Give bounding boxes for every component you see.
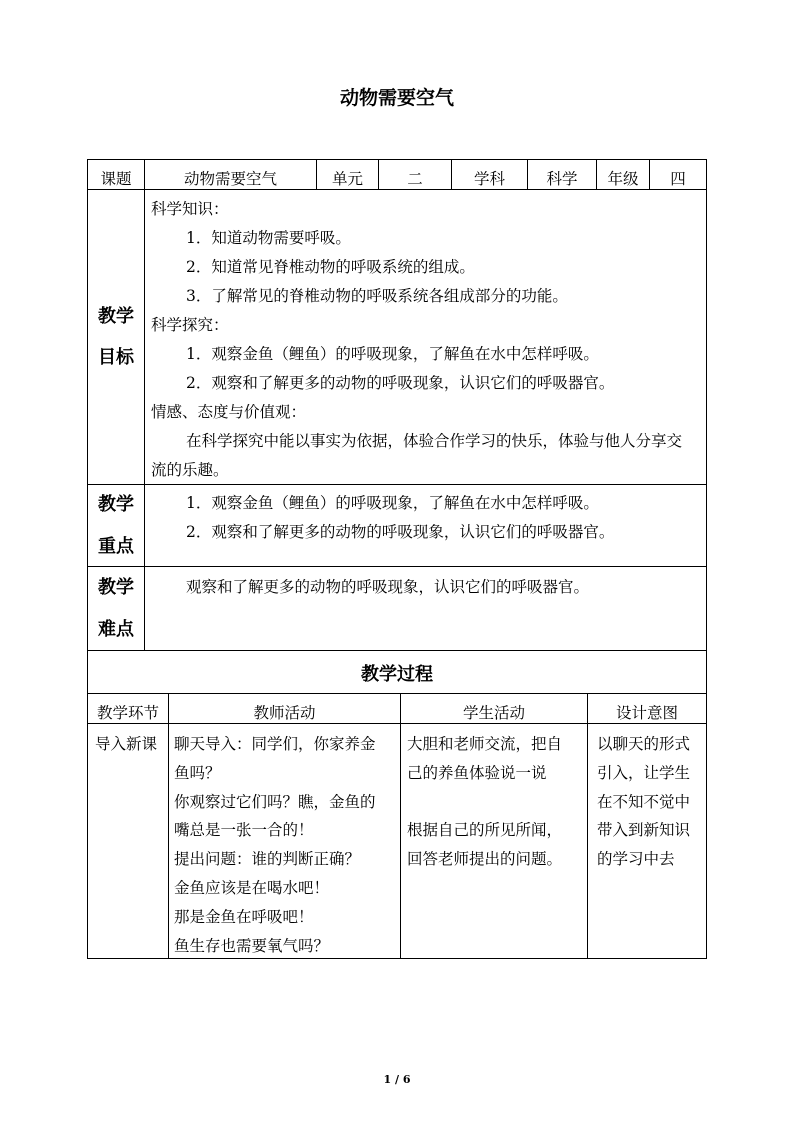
subject-value: 科学 [527,159,597,190]
teacher-line: 金鱼应该是在喝水吧！ [174,878,330,897]
paragraph-gap [407,788,587,817]
difficulties-label-line: 难点 [98,618,134,640]
key-point-item: 1．观察金鱼（鲤鱼）的呼吸现象，了解鱼在水中怎样呼吸。 [186,494,599,512]
student-line: 回答老师提出的问题。 [407,850,563,869]
column-header-intent: 设计意图 [587,693,707,724]
grade-label: 年级 [596,159,650,190]
objective-item: 3．了解常见的脊椎动物的呼吸系统各组成部分的功能。 [186,287,568,305]
intent-line: 的学习中去 [597,850,675,869]
objectives-label [87,189,145,485]
column-header-stage: 教学环节 [87,693,169,724]
intent-line: 引入，让学生 [597,763,691,782]
teacher-line: 你观察过它们吗？瞧，金鱼的 [174,792,376,811]
section-heading: 科学知识： [151,200,229,218]
student-line: 根据自己的所见所闻， [407,821,563,840]
unit-label: 单元 [316,159,379,190]
key-points-content [144,484,707,567]
difficulty-paragraph-line: 观察和了解更多的动物的呼吸现象，认识它们的呼吸器官。 [186,578,590,596]
objective-item: 2．观察和了解更多的动物的呼吸现象，认识它们的呼吸器官。 [186,374,615,392]
objectives-content [144,189,707,485]
key-point-item: 2．观察和了解更多的动物的呼吸现象，认识它们的呼吸器官。 [186,523,615,541]
topic-label: 课题 [87,159,145,190]
objective-item: 1．观察金鱼（鲤鱼）的呼吸现象，了解鱼在水中怎样呼吸。 [186,345,599,363]
objectives-label-line: 目标 [98,347,134,368]
objective-item: 1．知道动物需要呼吸。 [186,229,351,247]
grade-value: 四 [649,159,707,190]
section-heading: 情感、态度与价值观： [151,403,307,421]
teacher-line: 嘴总是一张一合的！ [174,821,314,840]
process-stage-cell [87,723,169,959]
page-number: 1 / 6 [383,1073,411,1086]
objective-paragraph-line: 在科学探究中能以事实为依据，体验合作学习的快乐，体验与他人分享交 [186,432,683,450]
section-heading: 科学探究： [151,316,229,334]
difficulties-label-line: 教学 [98,576,134,598]
difficulties-label [87,566,145,651]
teacher-line: 鱼生存也需要氧气吗？ [174,936,330,955]
objective-item: 2．知道常见脊椎动物的呼吸系统的组成。 [186,258,475,276]
process-title: 教学过程 [87,650,707,694]
objectives-label-line: 教学 [98,306,134,327]
teacher-line: 提出问题：谁的判断正确？ [174,850,361,869]
teacher-activity-cell [168,723,401,959]
teacher-line: 聊天导入：同学们，你家养金 [174,735,376,753]
document-title: 动物需要空气 [339,87,454,109]
difficulties-content [144,566,707,651]
objective-paragraph-line: 流的乐趣。 [151,461,229,479]
student-line: 己的养鱼体验说一说 [407,763,547,782]
subject-label: 学科 [451,159,528,190]
key-points-label [87,484,145,567]
student-line: 大胆和老师交流，把自 [407,735,563,753]
teacher-line: 鱼吗？ [174,763,221,782]
key-points-label-line: 重点 [98,535,134,557]
teacher-line: 那是金鱼在呼吸吧！ [174,907,314,926]
column-header-teacher: 教师活动 [168,693,401,724]
student-activity-cell [400,723,588,959]
unit-value: 二 [378,159,452,190]
intent-line: 带入到新知识 [597,821,691,840]
intent-line: 在不知不觉中 [597,792,691,811]
stage-name: 导入新课 [95,735,158,753]
column-header-student: 学生活动 [400,693,588,724]
topic-value: 动物需要空气 [144,159,317,190]
design-intent-cell [587,723,707,959]
intent-line: 以聊天的形式 [597,735,691,753]
key-points-label-line: 教学 [98,493,134,515]
